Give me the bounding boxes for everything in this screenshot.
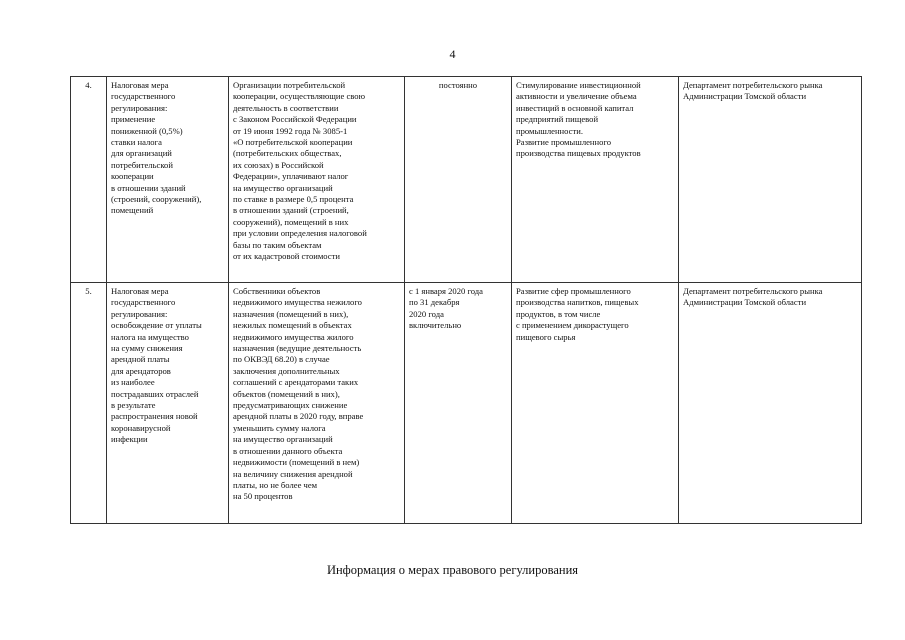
- measure-goal: Развитие сфер промышленного производства напитков, пищевых продуктов, в том числе с применением дикорастущего пищевого сырья: [512, 283, 679, 524]
- responsible-body: Департамент потребительского рынка Администрации Томской области: [679, 77, 862, 283]
- row-number: 5.: [71, 283, 107, 524]
- measure-goal: Стимулирование инвестиционной активности и увеличение объема инвестиций в основной капитал предприятий пищевой промышленности. Развитие промышленного производства пищевых продуктов: [512, 77, 679, 283]
- measure-description: Налоговая мера государственного регулирования: освобождение от уплаты налога на имущество на сумму снижения арендной платы для арендаторов из наиболее пострадавших отраслей в результате распространения новой коронавирусной инфекции: [107, 283, 229, 524]
- table-row: [71, 283, 862, 524]
- row-number: 4.: [71, 77, 107, 283]
- beneficiaries-description: Собственники объектов недвижимого имущества нежилого назначения (помещений в них), нежилых помещений в объектах недвижимого имущества жилого назначения (ведущие деятельность по ОКВЭД 68.20) в случае заключения дополнительных соглашений с арендаторами таких объектов (помещений в них), предусматривающих снижение арендной платы в 2020 году, вправе уменьшить сумму налога на имущество организаций в отношении данного объекта недвижимости (помещений в нем) на величину снижения арендной платы, но не более чем на 50 процентов: [229, 283, 405, 524]
- beneficiaries-description: Организации потребительской кооперации, осуществляющие свою деятельность в соответствии с Законом Российской Федерации от 19 июня 1992 года № 3085-1 «О потребительской кооперации (потребительских обществах, их союзах) в Российской Федерации», уплачивают налог на имущество организаций по ставке в размере 0,5 процента в отношении зданий (строений, сооружений), помещений в них при условии определения налоговой базы по таким объектам от их кадастровой стоимости: [229, 77, 405, 283]
- measure-description: Налоговая мера государственного регулирования: применение пониженной (0,5%) ставки налога для организаций потребительской кооперации в отношении зданий (строений, сооружений), помещений: [107, 77, 229, 283]
- validity-term: постоянно: [405, 77, 512, 283]
- validity-term: с 1 января 2020 года по 31 декабря 2020 года включительно: [405, 283, 512, 524]
- responsible-body: Департамент потребительского рынка Администрации Томской области: [679, 283, 862, 524]
- tax-measures-table: [70, 76, 862, 524]
- section-heading: Информация о мерах правового регулирования: [326, 563, 579, 577]
- page-number: 4: [449, 47, 456, 61]
- table-row: [71, 77, 862, 283]
